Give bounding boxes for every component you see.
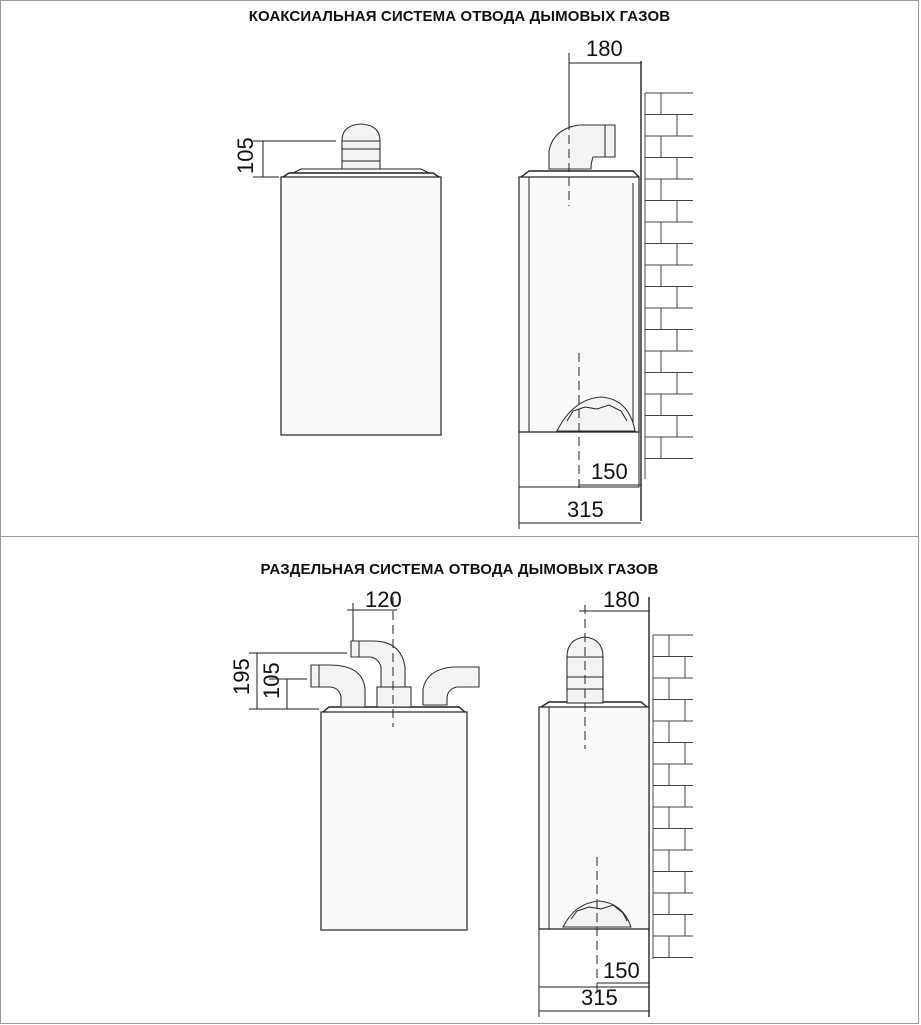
dim-180-separate: 180 — [603, 587, 640, 612]
coaxial-side-view — [519, 36, 693, 529]
dim-180-coaxial: 180 — [586, 36, 623, 61]
coaxial-front-view — [233, 124, 441, 435]
dim-105-separate: 105 — [259, 662, 284, 699]
flue-adapter — [377, 687, 411, 707]
dim-315-coaxial: 315 — [567, 497, 604, 522]
dim-195-separate: 195 — [229, 658, 254, 695]
separate-side-view — [539, 587, 693, 1017]
dim-150-separate: 150 — [603, 958, 640, 983]
wall-bricks — [641, 61, 693, 521]
boiler-side-body — [519, 177, 639, 432]
separate-front-view — [229, 587, 479, 930]
dim-150-coaxial: 150 — [591, 459, 628, 484]
boiler-side-body-2 — [539, 707, 649, 929]
coaxial-system-title: КОАКСИАЛЬНАЯ СИСТЕМА ОТВОДА ДЫМОВЫХ ГАЗОВ — [248, 8, 671, 25]
boiler-front-body — [281, 177, 441, 435]
separate-system-drawing — [1, 537, 920, 1025]
boiler-front-body-2 — [321, 712, 467, 930]
coaxial-flue-pipe — [342, 141, 380, 169]
coaxial-system-drawing — [1, 1, 920, 538]
wall-bricks-2 — [649, 597, 693, 1017]
separate-system-panel — [0, 536, 919, 1024]
dim-315-separate: 315 — [581, 985, 618, 1010]
coaxial-flue-dome — [342, 124, 380, 141]
dim-105-coaxial: 105 — [233, 137, 258, 174]
right-elbow-pipe — [423, 667, 479, 705]
dim-120-separate: 120 — [365, 587, 402, 612]
separate-system-title: РАЗДЕЛЬНАЯ СИСТЕМА ОТВОДА ДЫМОВЫХ ГАЗОВ — [260, 561, 659, 578]
